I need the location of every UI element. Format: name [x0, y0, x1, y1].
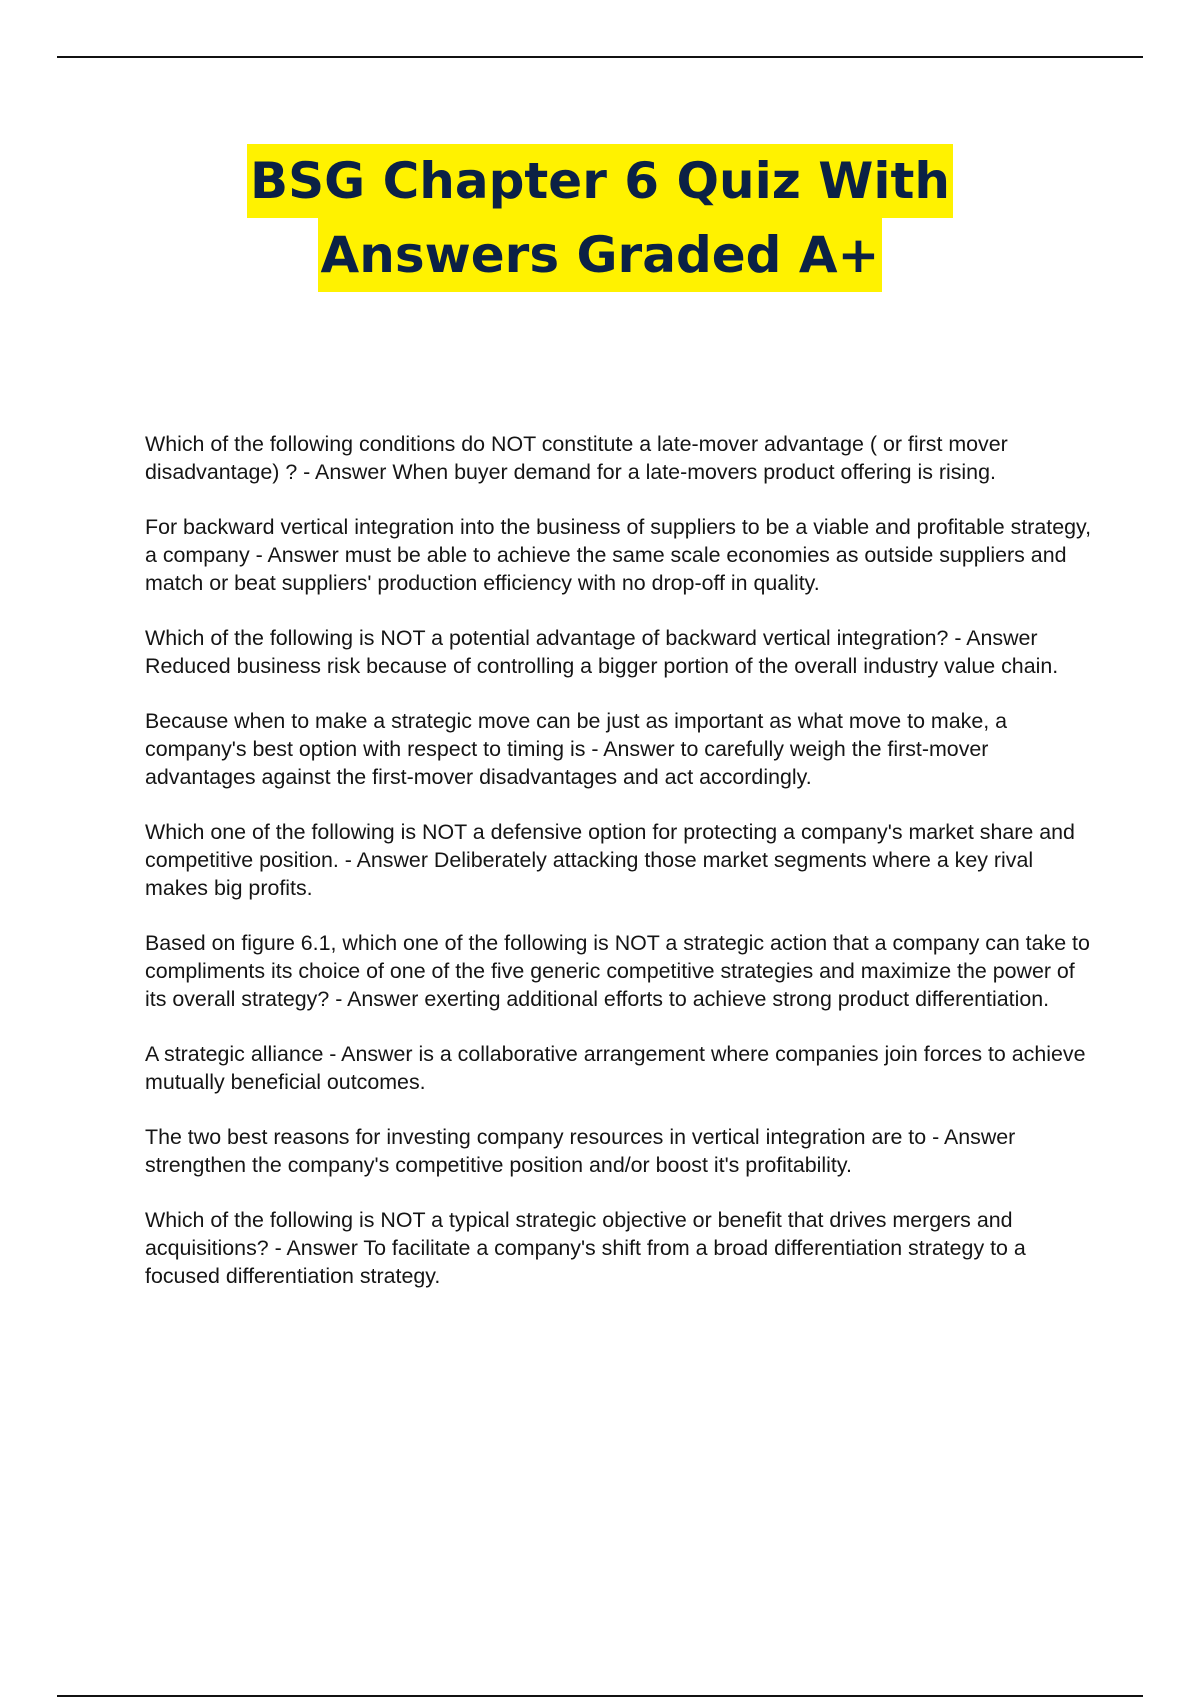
- title-line-1: BSG Chapter 6 Quiz With: [247, 144, 953, 218]
- qa-item: Because when to make a strategic move can be just as important as what move to make, a company's best option with respect to timing is - Answer to carefully weigh the first-mover advantages against the first-mover disadvantages and act accordingly.: [145, 709, 1007, 789]
- qa-list: [145, 430, 1095, 1317]
- top-rule: [57, 56, 1143, 58]
- qa-item: Which of the following conditions do NOT constitute a late-mover advantage ( or first mover disadvantage) ? - Answer When buyer demand for a late-movers product offering is rising.: [145, 432, 1008, 484]
- page-title: [0, 144, 1200, 292]
- qa-item: Which one of the following is NOT a defensive option for protecting a company's market share and competitive position. - Answer Deliberately attacking those market segments where a key rival makes big profits.: [145, 820, 1075, 900]
- qa-item: Which of the following is NOT a potential advantage of backward vertical integration? - Answer Reduced business risk because of controlling a bigger portion of the overall industry value chain.: [145, 626, 1059, 678]
- qa-item: The two best reasons for investing company resources in vertical integration are to - Answer strengthen the company's competitive position and/or boost it's profitability.: [145, 1125, 1016, 1177]
- qa-item: For backward vertical integration into the business of suppliers to be a viable and profitable strategy, a company - Answer must be able to achieve the same scale economies as outside suppliers and match or beat suppliers' production efficiency with no drop-off in quality.: [145, 515, 1092, 595]
- bottom-rule: [57, 1695, 1143, 1697]
- qa-item: A strategic alliance - Answer is a collaborative arrangement where companies join forces to achieve mutually beneficial outcomes.: [145, 1042, 1086, 1094]
- qa-item: Which of the following is NOT a typical strategic objective or benefit that drives mergers and acquisitions? - Answer To facilitate a company's shift from a broad differentiation strategy to a focused differentiation strategy.: [145, 1208, 1026, 1288]
- qa-item: Based on figure 6.1, which one of the following is NOT a strategic action that a company can take to compliments its choice of one of the five generic competitive strategies and maximize the power of its overall strategy? - Answer exerting additional efforts to achieve strong product differentiation.: [145, 931, 1090, 1011]
- title-line-2: Answers Graded A+: [318, 218, 883, 292]
